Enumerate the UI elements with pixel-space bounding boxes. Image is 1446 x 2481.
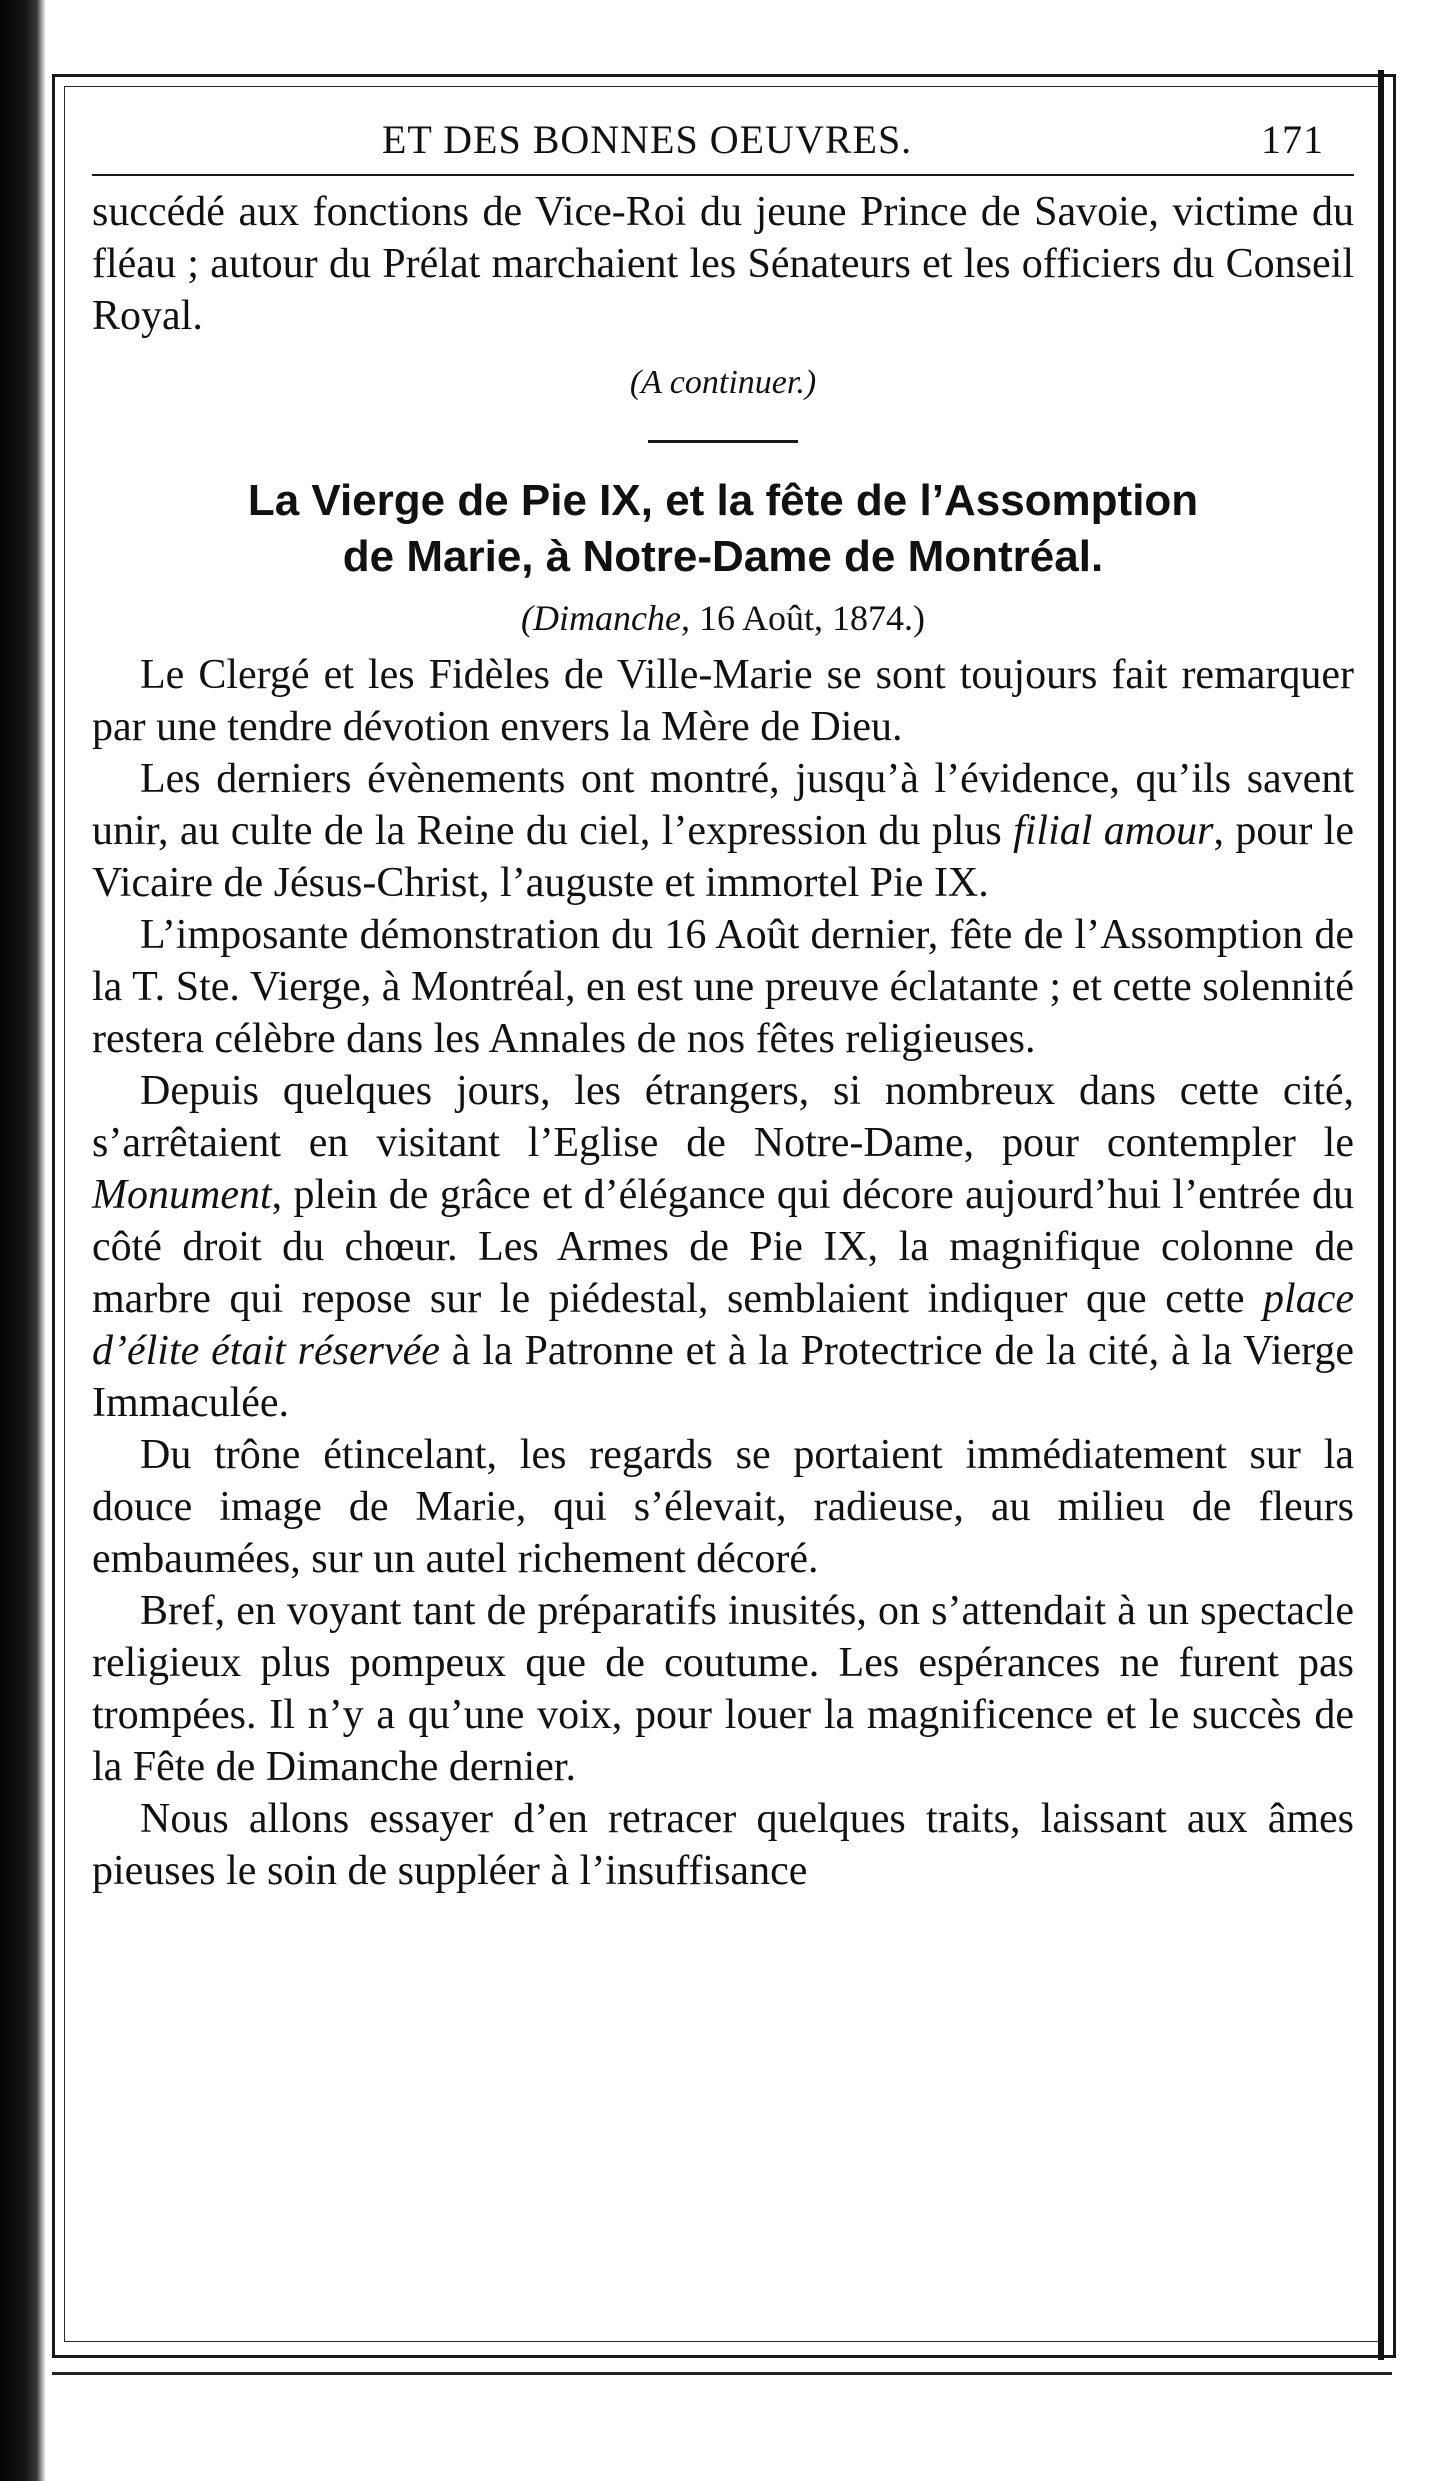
page-border-right-bar: [1378, 70, 1384, 2360]
paragraph-4-italic-1: Monument: [92, 1172, 272, 1218]
article-title-line-1: La Vierge de Pie IX, et la fête de l’Assomption: [247, 476, 1199, 525]
article-title-line-2: de Marie, à Notre-Dame de Montréal.: [342, 532, 1104, 581]
paragraph-6: Bref, en voyant tant de préparatifs inusités, on s’attendait à un spectacle religieux plus pompeux que de coutume. Les espérances ne furent pas trompées. Il n’y a qu’une voix, pour louer la magnificence et le succès de la Fête de Dimanche dernier.: [92, 1588, 1354, 1790]
page-number: 171: [1261, 117, 1324, 162]
paragraph-2-part-1: Les derniers évènements ont montré, jusqu’à l’évidence, qu’ils savent unir, au culte de la Reine du ciel, l’expression du plus: [92, 756, 1354, 854]
paragraph-4: [92, 1065, 1354, 1429]
running-title: ET DES BONNES OEUVRES.: [382, 117, 913, 162]
paragraph-2-italic: filial amour: [1013, 808, 1214, 854]
article-title: [92, 473, 1354, 585]
paragraph-4-italic-2: place d’élite était réservée: [92, 1276, 1354, 1374]
paragraph-4-part-2: , plein de grâce et d’élégance qui décore aujourd’hui l’entrée du côté droit du chœur. Les Armes de Pie IX, la magnifique colonne de marbre qui repose sur le piédestal, semblaient indiquer que cette: [92, 1172, 1354, 1322]
book-binding-edge: [0, 0, 46, 2481]
paragraph-2-part-2: , pour le Vicaire de Jésus-Christ, l’auguste et immortel Pie IX.: [92, 808, 1354, 906]
to-be-continued-note: (A continuer.): [629, 364, 817, 401]
section-separator: [648, 440, 798, 443]
page-bottom-rule: [52, 2372, 1392, 2375]
dateline-date: 16 Août, 1874.): [698, 598, 925, 638]
continued-paragraph: succédé aux fonctions de Vice-Roi du jeune Prince de Savoie, victime du fléau ; autour du Prélat marchaient les Sénateurs et les officiers du Conseil Royal.: [92, 189, 1354, 339]
paragraph-7: Nous allons essayer d’en retracer quelques traits, laissant aux âmes pieuses le soin de suppléer à l’insuffisance: [92, 1796, 1354, 1894]
article-dateline: [92, 597, 1354, 639]
paragraph-2: [92, 753, 1354, 909]
dateline-day: (Dimanche,: [521, 598, 690, 638]
paragraph-4-part-3: à la Patronne et à la Protectrice de la cité, à la Vierge Immaculée.: [92, 1328, 1354, 1426]
paragraph-5: Du trône étincelant, les regards se portaient immédiatement sur la douce image de Marie, qui s’élevait, radieuse, au milieu de fleurs embaumées, sur un autel richement décoré.: [92, 1432, 1354, 1582]
paragraph-3: L’imposante démonstration du 16 Août dernier, fête de l’Assomption de la T. Ste. Vierge, à Montréal, en est une preuve éclatante ; et cette solennité restera célèbre dans les Annales de nos fêtes religieuses.: [92, 912, 1354, 1062]
paragraph-4-part-1: Depuis quelques jours, les étrangers, si nombreux dans cette cité, s’arrêtaient en visitant l’Eglise de Notre-Dame, pour contempler le: [92, 1068, 1354, 1166]
running-head: [92, 112, 1354, 176]
page-content: [92, 112, 1354, 2332]
paragraph-1: Le Clergé et les Fidèles de Ville-Marie se sont toujours fait remarquer par une tendre dévotion envers la Mère de Dieu.: [92, 652, 1354, 750]
